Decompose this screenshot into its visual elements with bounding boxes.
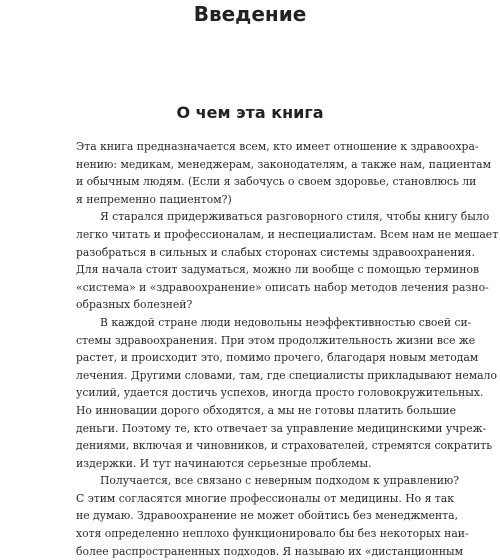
text-line: лечения. Другими словами, там, где специалисты прикладывают немало	[76, 368, 497, 382]
text-line: хотя определенно неплохо функционировало бы без некоторых наи-	[76, 527, 469, 541]
text-line: Но инновации дорого обходятся, а мы не готовы платить большие	[76, 403, 456, 417]
text-line: я непременно пациентом?)	[76, 192, 232, 206]
text-line: нению: медикам, менеджерам, законодателям, а также нам, пациентам	[76, 157, 491, 171]
text-line: Получается, все связано с неверным подходом к управлению?	[100, 474, 460, 488]
text-line: легко читать и профессионалам, и неспециалистам. Всем нам не мешает	[76, 227, 499, 241]
text-line: «система» и «здравоохранение» описать набор методов лечения разно-	[76, 280, 489, 294]
body-text	[76, 138, 499, 560]
text-line: и обычным людям. (Если я забочусь о своем здоровье, становлюсь ли	[76, 175, 477, 189]
text-line: разобраться в сильных и слабых сторонах системы здравоохранения.	[76, 245, 475, 259]
text-line: растет, и происходит это, помимо прочего, благодаря новым методам	[76, 351, 479, 365]
section-title: О чем эта книга	[176, 103, 324, 122]
paragraph-2	[76, 208, 499, 314]
text-line: стемы здравоохранения. При этом продолжительность жизни все же	[76, 333, 476, 347]
paragraph-1	[76, 138, 491, 208]
text-line: дениями, включая и чиновников, и страхователей, стремятся сократить	[76, 439, 493, 453]
text-line: В каждой стране люди недовольны неэффективностью своей си-	[100, 315, 472, 329]
text-line: образных болезней?	[76, 298, 193, 312]
text-line: С этим согласятся многие профессионалы от медицины. Но я так	[76, 491, 454, 505]
text-line: деньги. Поэтому те, кто отвечает за управление медицинскими учреж-	[76, 421, 487, 435]
paragraph-4	[76, 472, 469, 560]
text-line: Для начала стоит задуматься, можно ли вообще с помощью терминов	[76, 263, 480, 277]
paragraph-3	[76, 314, 497, 472]
text-line: не думаю. Здравоохранение не может обойтись без менеджмента,	[76, 509, 459, 523]
text-line: Я старался придерживаться разговорного стиля, чтобы книгу было	[100, 210, 490, 224]
text-line: более распространенных подходов. Я называю их «дистанционным	[76, 544, 464, 558]
text-line: издержки. И тут начинаются серьезные проблемы.	[76, 456, 372, 470]
text-line: усилий, удается достичь успехов, иногда просто головокружительных.	[76, 386, 484, 400]
text-line: Эта книга предназначается всем, кто имеет отношение к здравоохра-	[76, 140, 479, 153]
chapter-title: Введение	[193, 2, 307, 26]
